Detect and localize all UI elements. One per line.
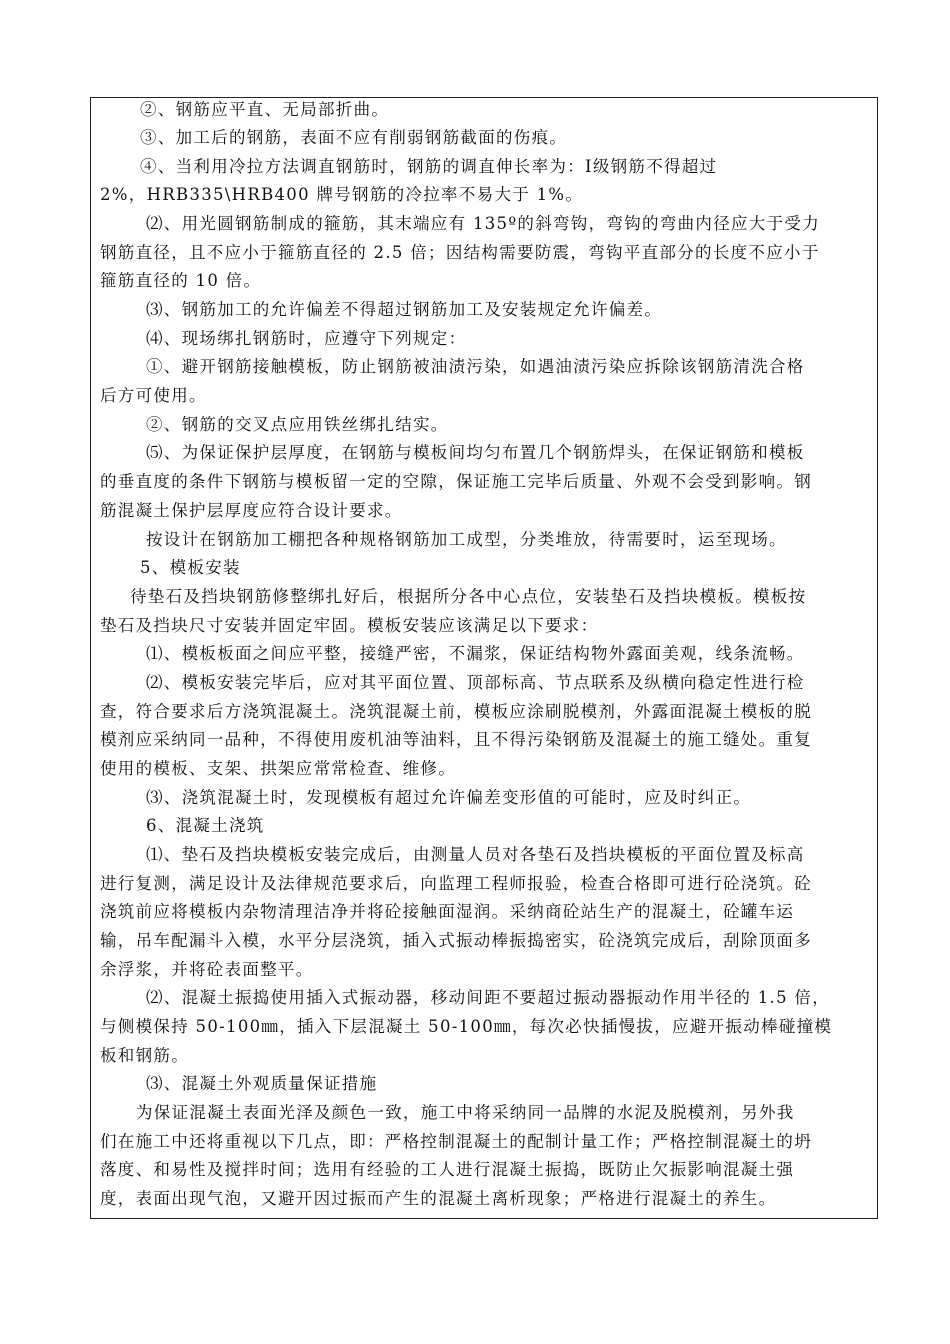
text-line: ②、钢筋的交叉点应用铁丝绑扎结实。 bbox=[146, 415, 449, 434]
text-line: 度，表面出现气泡，又避开因过振而产生的混凝土离析现象；严格进行混凝土的养生。 bbox=[100, 1189, 777, 1208]
text-line: ⑷、现场绑扎钢筋时，应遵守下列规定： bbox=[146, 329, 467, 348]
text-line: 板和钢筋。 bbox=[100, 1046, 189, 1065]
text-line: 钢筋直径，且不应小于箍筋直径的 2.5 倍；因结构需要防震，弯钩平直部分的长度不应小于 bbox=[100, 243, 820, 262]
text-line: 后方可使用。 bbox=[100, 386, 207, 405]
text-line: 的垂直度的条件下钢筋与模板留一定的空隙，保证施工完毕后质量、外观不会受到影响。钢 bbox=[100, 472, 812, 491]
text-line: 垫石及挡块尺寸安装并固定牢固。模板安装应该满足以下要求： bbox=[100, 616, 599, 635]
text-line: ③、加工后的钢筋，表面不应有削弱钢筋截面的伤痕。 bbox=[140, 128, 568, 147]
text-line: 待垫石及挡块钢筋修整绑扎好后，根据所分各中心点位，安装垫石及挡块模板。模板按 bbox=[130, 587, 807, 606]
text-line: 箍筋直径的 10 倍。 bbox=[100, 271, 262, 290]
text-line: 浇筑前应将模板内杂物清理洁净并将砼接触面湿润。采纳商砼站生产的混凝土，砼罐车运 bbox=[100, 902, 795, 921]
text-line: 们在施工中还将重视以下几点，即：严格控制混凝土的配制计量工作；严格控制混凝土的坍 bbox=[100, 1132, 812, 1151]
text-line: 为保证混凝土表面光泽及颜色一致，施工中将采纳同一品牌的水泥及脱模剂，另外我 bbox=[136, 1103, 795, 1122]
section-heading-concrete: 6、混凝土浇筑 bbox=[146, 816, 265, 835]
text-line: ⑴、垫石及挡块模板安装完成后，由测量人员对各垫石及挡块模板的平面位置及标高 bbox=[146, 845, 805, 864]
text-line: ⑶、浇筑混凝土时，发现模板有超过允许偏差变形值的可能时，应及时纠正。 bbox=[146, 788, 752, 807]
text-line: ①、避开钢筋接触模板，防止钢筋被油渍污染，如遇油渍污染应拆除该钢筋清洗合格 bbox=[146, 357, 805, 376]
text-line: 使用的模板、支架、拱架应常常检查、维修。 bbox=[100, 759, 456, 778]
text-line: ⑸、为保证保护层厚度，在钢筋与模板间均匀布置几个钢筋焊头，在保证钢筋和模板 bbox=[146, 443, 805, 462]
text-line: 与侧模保持 50-100㎜，插入下层混凝土 50-100㎜，每次必快插慢拔，应避开振动棒碰撞模 bbox=[100, 1017, 833, 1036]
text-line: 筋混凝土保护层厚度应符合设计要求。 bbox=[100, 501, 403, 520]
text-line: 进行复测，满足设计及法律规范要求后，向监理工程师报验，检查合格即可进行砼浇筑。砼 bbox=[100, 874, 812, 893]
text-line: ⑶、混凝土外观质量保证措施 bbox=[146, 1074, 378, 1093]
text-line: 输，吊车配漏斗入模，水平分层浇筑，插入式振动棒振捣密实，砼浇筑完成后，刮除顶面多 bbox=[100, 931, 812, 950]
text-line: 按设计在钢筋加工棚把各种规格钢筋加工成型，分类堆放，待需要时，运至现场。 bbox=[146, 530, 787, 549]
text-line: ④、当利用冷拉方法调直钢筋时，钢筋的调直伸长率为：Ⅰ级钢筋不得超过 bbox=[140, 157, 718, 176]
text-line: ⑵、混凝土振捣使用插入式振动器，移动间距不要超过振动器振动作用半径的 1.5 倍， bbox=[146, 988, 831, 1007]
text-line: ⑵、模板安装完毕后，应对其平面位置、顶部标高、节点联系及纵横向稳定性进行检 bbox=[146, 673, 805, 692]
section-heading-formwork: 5、模板安装 bbox=[140, 558, 241, 577]
text-line: ②、钢筋应平直、无局部折曲。 bbox=[140, 100, 390, 119]
text-line: 2%，HRB335\HRB400 牌号钢筋的冷拉率不易大于 1%。 bbox=[100, 185, 584, 204]
text-line: ⑶、钢筋加工的允许偏差不得超过钢筋加工及安装规定允许偏差。 bbox=[146, 300, 663, 319]
text-line: 落度、和易性及搅拌时间；选用有经验的工人进行混凝土振捣，既防止欠振影响混凝土强 bbox=[100, 1160, 795, 1179]
text-line: ⑵、用光圆钢筋制成的箍筋，其末端应有 135º的斜弯钩，弯钩的弯曲内径应大于受力 bbox=[146, 214, 820, 233]
text-line: 模剂应采纳同一品种，不得使用废机油等油料，且不得污染钢筋及混凝土的施工缝处。重复 bbox=[100, 730, 812, 749]
text-line: ⑴、模板板面之间应平整，接缝严密，不漏浆，保证结构物外露面美观，线条流畅。 bbox=[146, 644, 805, 663]
text-line: 查，符合要求后方浇筑混凝土。浇筑混凝土前，模板应涂刷脱模剂，外露面混凝土模板的脱 bbox=[100, 702, 812, 721]
text-line: 余浮浆，并将砼表面整平。 bbox=[100, 960, 314, 979]
